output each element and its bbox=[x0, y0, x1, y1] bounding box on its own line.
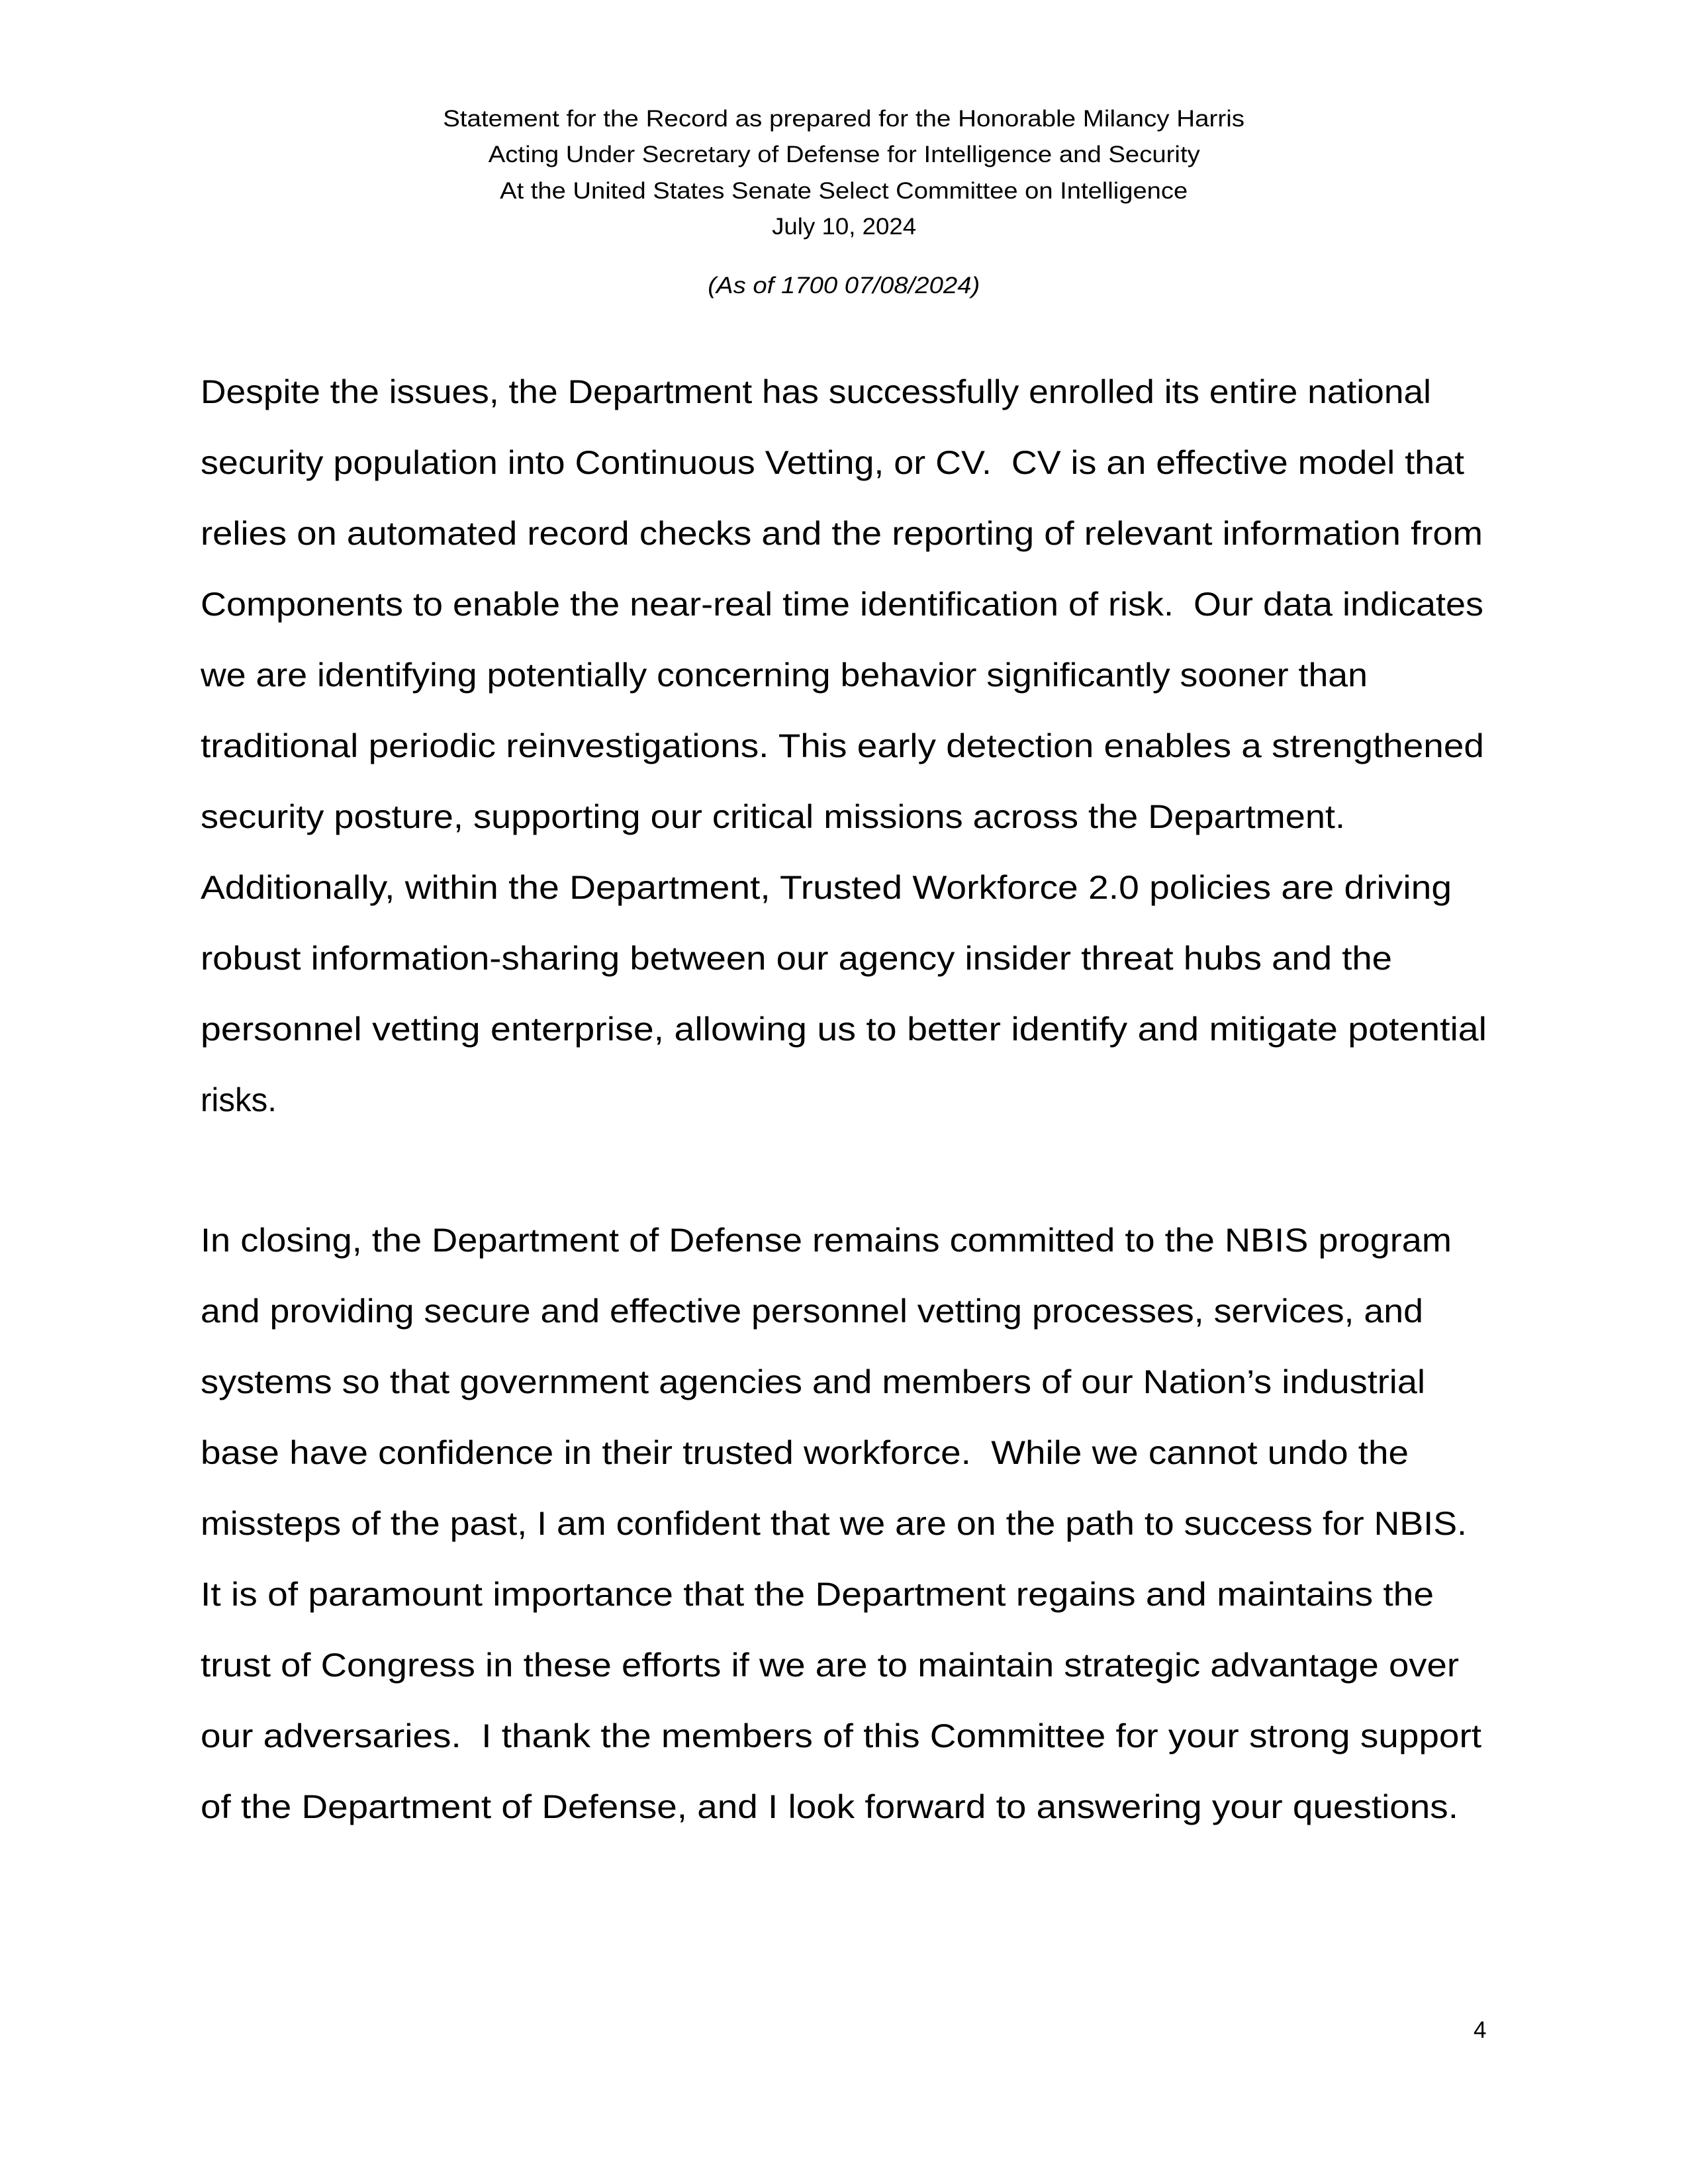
paragraph-line: systems so that government agencies and members of our Nation’s industrial bbox=[201, 1363, 1425, 1400]
paragraph-line: relies on automated record checks and the reporting of relevant information from bbox=[201, 515, 1483, 552]
header-date-text: July 10, 2024 bbox=[772, 214, 916, 240]
header-committee-text: At the United States Senate Select Committee on Intelligence bbox=[500, 178, 1188, 204]
paragraph-line: In closing, the Department of Defense remains committed to the NBIS program bbox=[201, 1222, 1452, 1259]
paragraph-line: personnel vetting enterprise, allowing us to better identify and mitigate potential bbox=[201, 1011, 1487, 1048]
page-number: 4 bbox=[1474, 2017, 1487, 2043]
paragraph-line: base have confidence in their trusted workforce. While we cannot undo the bbox=[201, 1434, 1409, 1471]
paragraph-line: Despite the issues, the Department has successfully enrolled its entire national bbox=[201, 373, 1431, 410]
paragraph-line: trust of Congress in these efforts if we are to maintain strategic advantage over bbox=[201, 1647, 1459, 1684]
header-title-line bbox=[0, 107, 1688, 130]
paragraph-line: our adversaries. I thank the members of this Committee for your strong support bbox=[201, 1717, 1481, 1754]
header-office-text: Acting Under Secretary of Defense for Intelligence and Security bbox=[488, 142, 1200, 167]
header-as-of-text: (As of 1700 07/08/2024) bbox=[708, 273, 980, 298]
paragraph-line: security population into Continuous Vetting, or CV. CV is an effective model that bbox=[201, 444, 1464, 481]
paragraph-line: security posture, supporting our critical missions across the Department. bbox=[201, 798, 1345, 835]
paragraph-line: robust information-sharing between our agency insider threat hubs and the bbox=[201, 940, 1392, 977]
paragraph-line: risks. bbox=[201, 1081, 277, 1118]
paragraph-line: we are identifying potentially concerning behavior significantly sooner than bbox=[201, 657, 1368, 694]
header-committee-line bbox=[0, 179, 1688, 203]
header-office-line bbox=[0, 143, 1688, 166]
paragraph-line: It is of paramount importance that the Department regains and maintains the bbox=[201, 1576, 1434, 1613]
paragraph-line: traditional periodic reinvestigations. This early detection enables a strengthened bbox=[201, 727, 1484, 764]
paragraph-line: Additionally, within the Department, Trusted Workforce 2.0 policies are driving bbox=[201, 869, 1452, 906]
paragraph-line: of the Department of Defense, and I look forward to answering your questions. bbox=[201, 1788, 1458, 1825]
paragraph-line: Components to enable the near-real time identification of risk. Our data indicates bbox=[201, 586, 1483, 623]
header-title-text: Statement for the Record as prepared for the Honorable Milancy Harris bbox=[443, 106, 1245, 132]
paragraph-line: missteps of the past, I am confident that we are on the path to success for NBIS. bbox=[201, 1505, 1467, 1542]
header-date-line bbox=[0, 215, 1688, 238]
paragraph-line: and providing secure and effective personnel vetting processes, services, and bbox=[201, 1293, 1423, 1330]
header-as-of-line bbox=[0, 274, 1688, 297]
